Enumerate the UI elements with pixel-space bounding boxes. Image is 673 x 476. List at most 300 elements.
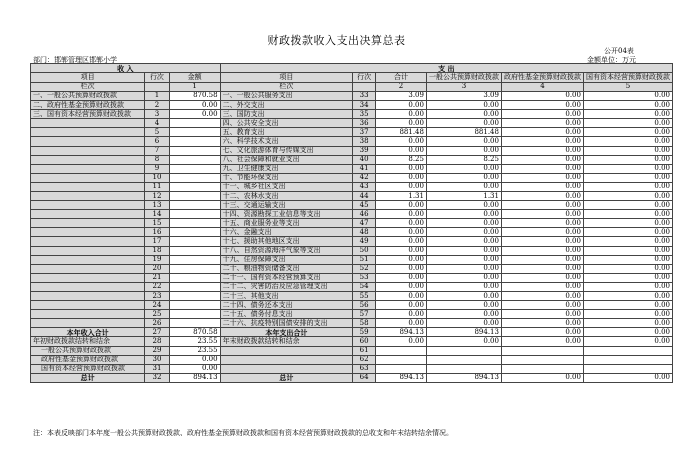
income-item [31, 273, 145, 282]
income-item [31, 292, 145, 301]
expense-gov-fund: 0.00 [501, 173, 583, 182]
sub-general-row [31, 346, 673, 355]
grand-income-amount: 894.13 [169, 373, 220, 382]
table-row [31, 273, 673, 282]
end-carryover-capital: 0.00 [583, 337, 672, 346]
income-amount [169, 164, 220, 173]
expense-line-no: 39 [353, 146, 376, 155]
income-amount: 0.00 [169, 110, 220, 119]
expense-line-no: 55 [353, 292, 376, 301]
sub-capital-row [31, 364, 673, 373]
expense-gov-fund: 0.00 [501, 91, 583, 100]
table-row [31, 246, 673, 255]
income-item [31, 182, 145, 191]
col-index-2: 2 [375, 82, 426, 91]
income-amount [169, 264, 220, 273]
income-amount [169, 146, 220, 155]
sub-capital-exp-no: 63 [353, 364, 376, 373]
expense-total: 0.00 [375, 146, 426, 155]
expense-item: 十二、农林水支出 [220, 191, 353, 200]
blank-cell [426, 355, 501, 364]
expense-gov-fund: 0.00 [501, 210, 583, 219]
income-section-header: 收 入 [31, 64, 221, 73]
expense-state-capital: 0.00 [583, 273, 672, 282]
income-amount [169, 201, 220, 210]
expense-gov-fund: 0.00 [501, 310, 583, 319]
expense-gov-fund: 0.00 [501, 119, 583, 128]
sub-fund-amount: 0.00 [169, 355, 220, 364]
income-amount [169, 219, 220, 228]
income-item [31, 173, 145, 182]
expense-general-budget: 0.00 [426, 255, 501, 264]
expense-total: 0.00 [375, 219, 426, 228]
expense-total: 0.00 [375, 137, 426, 146]
expense-item: 十四、资源勘探工业信息等支出 [220, 210, 353, 219]
expense-state-capital: 0.00 [583, 91, 672, 100]
table-row [31, 119, 673, 128]
grand-total: 894.13 [375, 373, 426, 382]
expense-total: 3.09 [375, 91, 426, 100]
expense-general-budget: 0.00 [426, 201, 501, 210]
expense-item: 二十五、债务付息支出 [220, 310, 353, 319]
expense-gov-fund: 0.00 [501, 282, 583, 291]
expense-state-capital: 0.00 [583, 146, 672, 155]
expense-item: 二十六、抗疫特别国债安排的支出 [220, 319, 353, 328]
expense-state-capital: 0.00 [583, 237, 672, 246]
income-amount [169, 182, 220, 191]
income-line-no: 10 [145, 173, 169, 182]
begin-carryover-amount: 23.55 [169, 337, 220, 346]
carryover-row [31, 337, 673, 346]
expense-state-capital: 0.00 [583, 282, 672, 291]
income-line-no: 15 [145, 219, 169, 228]
expense-state-capital: 0.00 [583, 210, 672, 219]
table-row [31, 191, 673, 200]
sub-general-label: 一般公共预算财政拨款 [31, 346, 145, 355]
table-row [31, 91, 673, 100]
grand-general: 894.13 [426, 373, 501, 382]
end-carryover-no: 60 [353, 337, 376, 346]
end-carryover-total: 0.00 [375, 337, 426, 346]
end-carryover-general: 0.00 [426, 337, 501, 346]
total-header: 合计 [375, 73, 426, 83]
end-carryover-fund: 0.00 [501, 337, 583, 346]
grand-capital: 0.00 [583, 373, 672, 382]
expense-state-capital: 0.00 [583, 173, 672, 182]
expense-total: 0.00 [375, 264, 426, 273]
expense-item: 二十、粮油物资储备支出 [220, 264, 353, 273]
income-amount-header: 金额 [169, 73, 220, 83]
expense-total: 0.00 [375, 182, 426, 191]
expense-gov-fund: 0.00 [501, 101, 583, 110]
expense-state-capital: 0.00 [583, 155, 672, 164]
blank-cell [426, 364, 501, 373]
expense-line-no: 34 [353, 101, 376, 110]
income-amount [169, 237, 220, 246]
blank-cell [583, 364, 672, 373]
col-index-3: 3 [426, 82, 501, 91]
table-row [31, 264, 673, 273]
expense-general-budget: 881.48 [426, 128, 501, 137]
expense-total: 0.00 [375, 119, 426, 128]
expense-item: 六、科学技术支出 [220, 137, 353, 146]
income-line-no: 25 [145, 310, 169, 319]
expense-state-capital: 0.00 [583, 228, 672, 237]
income-line-no: 14 [145, 210, 169, 219]
expense-total: 0.00 [375, 173, 426, 182]
expense-gov-fund: 0.00 [501, 301, 583, 310]
expense-total: 0.00 [375, 101, 426, 110]
income-amount [169, 128, 220, 137]
income-amount [169, 228, 220, 237]
table-row [31, 164, 673, 173]
expense-general-budget: 0.00 [426, 146, 501, 155]
expense-line-no: 58 [353, 319, 376, 328]
expense-general-budget: 0.00 [426, 182, 501, 191]
year-expense-general: 894.13 [426, 328, 501, 337]
income-item [31, 282, 145, 291]
table-row [31, 310, 673, 319]
expense-item: 十七、援助其他地区支出 [220, 237, 353, 246]
table-row [31, 255, 673, 264]
income-item [31, 201, 145, 210]
expense-line-no: 47 [353, 219, 376, 228]
grand-fund: 0.00 [501, 373, 583, 382]
blank-cell [583, 355, 672, 364]
expense-line-no: 44 [353, 191, 376, 200]
expense-total: 8.25 [375, 155, 426, 164]
general-budget-header: 一般公共预算财政拨款 [426, 73, 501, 83]
expense-state-capital: 0.00 [583, 128, 672, 137]
income-item [31, 164, 145, 173]
blank-cell [220, 346, 353, 355]
expense-line-no: 49 [353, 237, 376, 246]
expense-general-budget: 0.00 [426, 282, 501, 291]
expense-gov-fund: 0.00 [501, 219, 583, 228]
expense-state-capital: 0.00 [583, 201, 672, 210]
grand-expense-no: 64 [353, 373, 376, 382]
blank-cell [501, 364, 583, 373]
sub-fund-no: 30 [145, 355, 169, 364]
income-line-no: 9 [145, 164, 169, 173]
section-header-row [31, 64, 673, 73]
sub-capital-no: 31 [145, 364, 169, 373]
expense-state-capital: 0.00 [583, 164, 672, 173]
expense-total: 0.00 [375, 301, 426, 310]
sub-general-amount: 23.55 [169, 346, 220, 355]
blank-cell [375, 364, 426, 373]
expense-line-no: 42 [353, 173, 376, 182]
expense-col-label: 栏次 [220, 82, 353, 91]
table-row [31, 137, 673, 146]
income-item [31, 128, 145, 137]
income-item [31, 301, 145, 310]
expense-item: 二十一、国有资本经营预算支出 [220, 273, 353, 282]
expense-gov-fund: 0.00 [501, 264, 583, 273]
table-row [31, 146, 673, 155]
expense-general-budget: 0.00 [426, 101, 501, 110]
begin-carryover-no: 28 [145, 337, 169, 346]
income-line-no: 22 [145, 282, 169, 291]
expense-gov-fund: 0.00 [501, 292, 583, 301]
expense-item: 十一、城乡社区支出 [220, 182, 353, 191]
expense-item: 五、教育支出 [220, 128, 353, 137]
income-line-no: 8 [145, 155, 169, 164]
expense-state-capital: 0.00 [583, 292, 672, 301]
col-index-5: 5 [583, 82, 672, 91]
income-line-no: 13 [145, 201, 169, 210]
expense-state-capital: 0.00 [583, 101, 672, 110]
income-line-no: 21 [145, 273, 169, 282]
expense-gov-fund: 0.00 [501, 155, 583, 164]
income-line-no: 2 [145, 101, 169, 110]
expense-line-no: 37 [353, 128, 376, 137]
expense-gov-fund: 0.00 [501, 137, 583, 146]
income-amount [169, 273, 220, 282]
income-amount [169, 255, 220, 264]
income-amount [169, 301, 220, 310]
income-item [31, 155, 145, 164]
blank-cell [583, 346, 672, 355]
expense-gov-fund: 0.00 [501, 246, 583, 255]
table-row [31, 155, 673, 164]
income-line-no: 16 [145, 228, 169, 237]
expense-general-budget: 3.09 [426, 91, 501, 100]
expense-total: 881.48 [375, 128, 426, 137]
income-item [31, 137, 145, 146]
income-amount [169, 191, 220, 200]
table-row [31, 282, 673, 291]
income-line-no: 23 [145, 292, 169, 301]
sub-capital-amount: 0.00 [169, 364, 220, 373]
expense-general-budget: 0.00 [426, 137, 501, 146]
income-line-no: 17 [145, 237, 169, 246]
expense-line-no: 52 [353, 264, 376, 273]
expense-item: 九、卫生健康支出 [220, 164, 353, 173]
expense-state-capital: 0.00 [583, 219, 672, 228]
end-carryover-label: 年末财政拨款结转和结余 [220, 337, 353, 346]
expense-item: 二十三、其他支出 [220, 292, 353, 301]
table-row [31, 210, 673, 219]
expense-total: 0.00 [375, 110, 426, 119]
expense-state-capital: 0.00 [583, 137, 672, 146]
expense-total: 1.31 [375, 191, 426, 200]
expense-gov-fund: 0.00 [501, 182, 583, 191]
income-amount [169, 319, 220, 328]
expense-total: 0.00 [375, 273, 426, 282]
expense-gov-fund: 0.00 [501, 228, 583, 237]
expense-item: 二十二、灾害防治及应急管理支出 [220, 282, 353, 291]
year-expense-label: 本年支出合计 [220, 328, 353, 337]
expense-total: 0.00 [375, 246, 426, 255]
expense-state-capital: 0.00 [583, 264, 672, 273]
expense-line-no: 54 [353, 282, 376, 291]
expense-line-no: 38 [353, 137, 376, 146]
income-line-no: 24 [145, 301, 169, 310]
expense-total: 0.00 [375, 292, 426, 301]
income-item [31, 191, 145, 200]
expense-line-no: 45 [353, 201, 376, 210]
grand-total-row [31, 373, 673, 382]
income-amount [169, 210, 220, 219]
expense-line-no: 57 [353, 310, 376, 319]
income-amount [169, 137, 220, 146]
grand-expense-label: 总计 [220, 373, 353, 382]
table-row [31, 182, 673, 191]
expense-item: 一、一般公共服务支出 [220, 91, 353, 100]
expense-state-capital: 0.00 [583, 110, 672, 119]
form-code: 公开04表 [604, 47, 634, 55]
income-line-no: 18 [145, 246, 169, 255]
expense-item: 二、外交支出 [220, 101, 353, 110]
income-item [31, 319, 145, 328]
table-row [31, 292, 673, 301]
income-line-no: 11 [145, 182, 169, 191]
table-row [31, 101, 673, 110]
income-item [31, 146, 145, 155]
year-income-no: 27 [145, 328, 169, 337]
expense-gov-fund: 0.00 [501, 255, 583, 264]
expense-gov-fund: 0.00 [501, 110, 583, 119]
income-col-label: 栏次 [31, 82, 145, 91]
table-row [31, 110, 673, 119]
expense-gov-fund: 0.00 [501, 201, 583, 210]
income-line-no-header: 行次 [145, 73, 169, 83]
col-index-4: 4 [501, 82, 583, 91]
income-line-no: 20 [145, 264, 169, 273]
expense-total: 0.00 [375, 255, 426, 264]
expense-general-budget: 0.00 [426, 237, 501, 246]
expense-general-budget: 0.00 [426, 264, 501, 273]
income-line-no: 7 [145, 146, 169, 155]
expense-item: 八、社会保障和就业支出 [220, 155, 353, 164]
footnote: 注：本表反映部门本年度一般公共预算财政拨款、政府性基金预算财政拨款和国有资本经营预算财政拨款的总收支和年末结转结余情况。 [33, 429, 453, 437]
expense-gov-fund: 0.00 [501, 191, 583, 200]
income-amount [169, 173, 220, 182]
table-row [31, 201, 673, 210]
income-line-no: 26 [145, 319, 169, 328]
expense-line-no: 48 [353, 228, 376, 237]
state-capital-header: 国有资本经营预算财政拨款 [583, 73, 672, 83]
income-line-no: 19 [145, 255, 169, 264]
expense-state-capital: 0.00 [583, 301, 672, 310]
expense-general-budget: 8.25 [426, 155, 501, 164]
expense-gov-fund: 0.00 [501, 146, 583, 155]
expense-gov-fund: 0.00 [501, 128, 583, 137]
col-index-1: 1 [169, 82, 220, 91]
income-item [31, 310, 145, 319]
income-item: 三、国有资本经营预算财政拨款 [31, 110, 145, 119]
expense-general-budget: 0.00 [426, 228, 501, 237]
table-row [31, 128, 673, 137]
report-title: 财政拨款收入支出决算总表 [267, 34, 406, 47]
sub-fund-row [31, 355, 673, 364]
expense-line-no: 56 [353, 301, 376, 310]
expense-line-no: 40 [353, 155, 376, 164]
grand-income-label: 总计 [31, 373, 145, 382]
expense-item: 三、国防支出 [220, 110, 353, 119]
budget-summary-table [30, 63, 673, 383]
expense-general-budget: 0.00 [426, 246, 501, 255]
blank-cell [501, 355, 583, 364]
income-item [31, 246, 145, 255]
sub-general-no: 29 [145, 346, 169, 355]
expense-general-budget: 0.00 [426, 164, 501, 173]
expense-gov-fund: 0.00 [501, 164, 583, 173]
expense-item: 十六、金融支出 [220, 228, 353, 237]
expense-general-budget: 0.00 [426, 210, 501, 219]
expense-line-no: 51 [353, 255, 376, 264]
expense-state-capital: 0.00 [583, 119, 672, 128]
income-line-no: 6 [145, 137, 169, 146]
sub-fund-label: 政府性基金预算财政拨款 [31, 355, 145, 364]
expense-state-capital: 0.00 [583, 182, 672, 191]
expense-total: 0.00 [375, 164, 426, 173]
income-amount [169, 310, 220, 319]
expense-gov-fund: 0.00 [501, 237, 583, 246]
sub-fund-exp-no: 62 [353, 355, 376, 364]
income-line-no: 5 [145, 128, 169, 137]
expense-general-budget: 0.00 [426, 301, 501, 310]
income-item [31, 228, 145, 237]
expense-line-no: 36 [353, 119, 376, 128]
table-row [31, 219, 673, 228]
expense-state-capital: 0.00 [583, 310, 672, 319]
expense-item-header: 项目 [220, 73, 353, 83]
expense-line-no: 35 [353, 110, 376, 119]
expense-item: 十五、商业服务业等支出 [220, 219, 353, 228]
year-expense-no: 59 [353, 328, 376, 337]
expense-state-capital: 0.00 [583, 319, 672, 328]
unit-label: 金额单位：万元 [587, 56, 636, 64]
expense-total: 0.00 [375, 210, 426, 219]
expense-line-no: 43 [353, 182, 376, 191]
expense-line-no: 46 [353, 210, 376, 219]
table-body [31, 64, 673, 328]
expense-total: 0.00 [375, 237, 426, 246]
expense-item: 十、节能环保支出 [220, 173, 353, 182]
expense-general-budget: 0.00 [426, 119, 501, 128]
table-row [31, 228, 673, 237]
sub-capital-label: 国有资本经营预算财政拨款 [31, 364, 145, 373]
column-index-row [31, 82, 673, 91]
expense-item: 七、文化旅游体育与传媒支出 [220, 146, 353, 155]
department-label: 部门：邯郸管理区邯郸小学 [33, 56, 117, 64]
income-item: 一、一般公共预算财政拨款 [31, 91, 145, 100]
income-line-no: 3 [145, 110, 169, 119]
table-row [31, 301, 673, 310]
table-row [31, 319, 673, 328]
income-line-no: 1 [145, 91, 169, 100]
income-item-header: 项目 [31, 73, 145, 83]
sub-general-exp-no: 61 [353, 346, 376, 355]
expense-general-budget: 0.00 [426, 273, 501, 282]
expense-section-header: 支 出 [220, 64, 672, 73]
expense-line-no: 53 [353, 273, 376, 282]
expense-state-capital: 0.00 [583, 191, 672, 200]
income-item [31, 119, 145, 128]
expense-state-capital: 0.00 [583, 255, 672, 264]
income-amount: 0.00 [169, 101, 220, 110]
income-amount [169, 292, 220, 301]
blank-cell [426, 346, 501, 355]
blank-cell [375, 355, 426, 364]
expense-line-no: 50 [353, 246, 376, 255]
summary-body [31, 328, 673, 383]
income-item: 二、政府性基金预算财政拨款 [31, 101, 145, 110]
expense-general-budget: 0.00 [426, 219, 501, 228]
expense-item: 二十四、债务还本支出 [220, 301, 353, 310]
